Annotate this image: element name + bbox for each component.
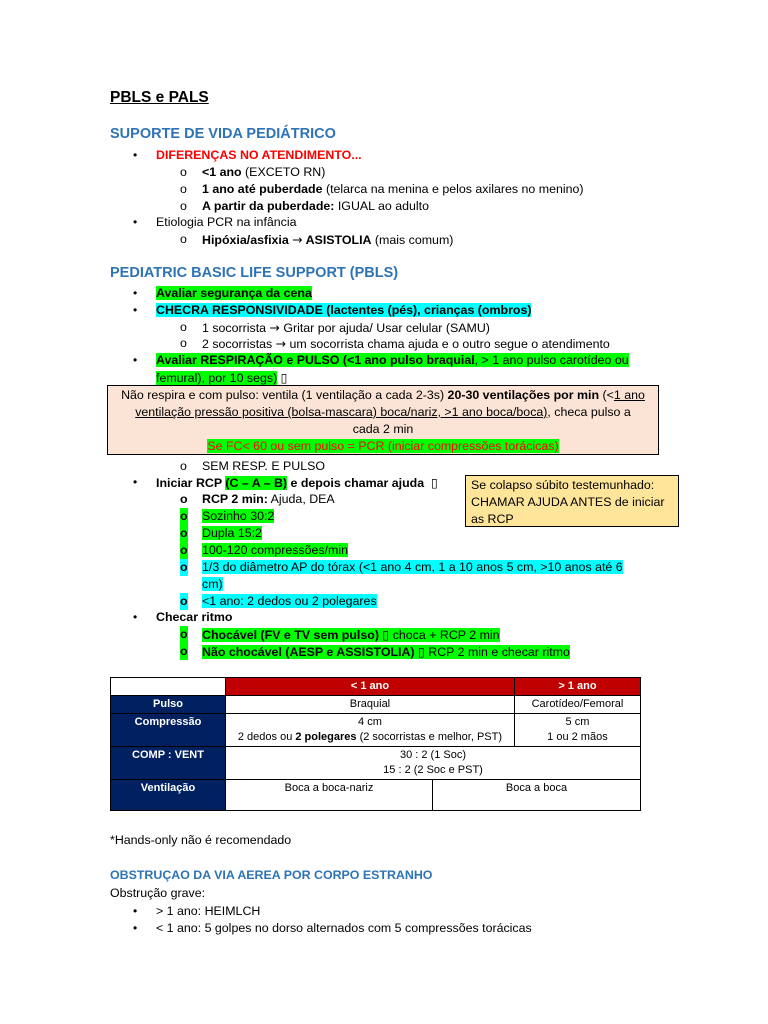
list-item-golpes: < 1 ano: 5 golpes no dorso alternados com 5 compressões torácicas: [156, 921, 532, 935]
text-bold: 2 polegares: [295, 731, 357, 743]
text: Gritar por ajuda/ Usar celular (SAMU): [279, 321, 490, 335]
info-box-line: [112, 404, 654, 421]
list-item-dupla: [202, 525, 262, 542]
text: , checa pulso a: [547, 405, 631, 419]
row-label-ventilacao: Ventilação: [111, 780, 226, 811]
text: (mais comum): [371, 233, 454, 247]
table-corner-cell: [111, 678, 226, 696]
sub-bullet-icon: o: [180, 594, 188, 608]
text-bold: 1 ano até puberdade: [202, 182, 323, 196]
info-box-line: [112, 387, 654, 404]
table-cell: Braquial: [226, 696, 515, 714]
text-underline: ventilação pressão positiva (bolsa-mascara) boca/nariz, >1 ano boca/boca): [135, 405, 548, 419]
sub-bullet-icon: o: [180, 232, 187, 246]
highlight-text: Avaliar segurança da cena: [156, 286, 312, 300]
footnote: *Hands-only não é recomendado: [110, 833, 292, 847]
text: um socorrista chama ajuda e o outro segue o atendimento: [286, 337, 610, 351]
text: RCP 2 min e checar ritmo: [424, 645, 570, 659]
sub-bullet-icon: o: [180, 627, 188, 641]
sub-bullet-icon: o: [180, 644, 188, 658]
list-item-ate-puberdade: [202, 181, 584, 198]
list-item-2-socorristas: [202, 335, 610, 353]
sub-bullet-icon: o: [180, 526, 188, 540]
list-item-heimlich: > 1 ano: HEIMLCH: [156, 904, 261, 918]
highlight-text: femural), por 10 segs): [156, 371, 278, 385]
text: IGUAL ao adulto: [334, 199, 430, 213]
row-label-comp-vent: COMP : VENT: [111, 747, 226, 780]
cell-text: 4 cm: [358, 716, 382, 728]
text-bold: Chocável (FV e TV sem pulso): [202, 628, 379, 642]
table-header-gt1: > 1 ano: [514, 678, 640, 696]
table-cell: Carotídeo/Femoral: [514, 696, 640, 714]
row-label-compressao: Compressão: [111, 714, 226, 747]
page-title: PBLS e PALS: [110, 89, 209, 106]
arrow-right-icon: →: [275, 336, 287, 351]
highlight-text: 1/3 do diâmetro AP do tórax (<1 ano 4 cm, 1 a 10 anos 5 cm, >10 anos até 6: [202, 560, 623, 574]
list-item-rcp-2min: [202, 491, 335, 508]
section-heading-obstrucao: OBSTRUÇAO DA VIA AEREA POR CORPO ESTRANHO: [110, 868, 433, 882]
table-cell: Boca a boca: [433, 780, 641, 811]
text: (2 socorristas e melhor, PST): [356, 731, 503, 743]
list-item-diferencas: DIFERENÇAS NO ATENDIMENTO...: [156, 148, 362, 162]
comparison-table: [110, 677, 641, 811]
bullet-icon: •: [133, 610, 138, 624]
missing-glyph-icon: ▯: [418, 644, 425, 659]
sub-bullet-icon: o: [180, 320, 187, 334]
list-item-diametro: [202, 559, 623, 576]
text: (<: [599, 388, 614, 402]
table-row: [111, 714, 641, 747]
highlight-text: cm): [202, 577, 223, 591]
text-bold: 20-30 ventilações por min: [447, 388, 600, 402]
info-box-ventilacao: [107, 385, 659, 455]
table-cell: Boca a boca-nariz: [226, 780, 433, 811]
row-label-pulso: Pulso: [111, 696, 226, 714]
text-bold: A partir da puberdade:: [202, 199, 335, 213]
cell-text: 5 cm: [565, 716, 590, 728]
list-item-seguranca: [156, 285, 312, 302]
list-item-checar-ritmo: Checar ritmo: [156, 610, 233, 624]
sub-bullet-icon: o: [180, 336, 187, 350]
text: (EXCETO RN): [241, 165, 326, 179]
cell-text: [229, 730, 511, 745]
text: 2 dedos ou: [237, 731, 296, 743]
list-item-hipoxia: [202, 231, 453, 249]
text: choca + RCP 2 min: [389, 628, 500, 642]
highlight-text-red: Se FC< 60 ou sem pulso = PCR (iniciar compressões torácicas): [207, 439, 559, 453]
text-underline: 1 ano: [613, 388, 645, 402]
list-item-compressoes-min: [202, 542, 348, 559]
list-item-puberdade: [202, 198, 429, 215]
subheading-obstrucao-grave: Obstrução grave:: [110, 886, 206, 900]
text: Não respira e com pulso: ventila (1 ventilação a cada 2-3s): [121, 388, 448, 402]
text-bold: <1 ano: [202, 165, 242, 179]
highlight-text: Dupla 15:2: [202, 526, 262, 540]
section-heading-suporte: SUPORTE DE VIDA PEDIÁTRICO: [110, 126, 336, 142]
sub-bullet-icon: o: [180, 509, 188, 523]
sub-bullet-icon: o: [180, 543, 188, 557]
text: 1 socorrista: [202, 321, 267, 335]
bullet-icon: •: [133, 921, 138, 935]
missing-glyph-icon: ▯: [382, 627, 390, 642]
text-bold: Hipóxia/asfixia: [202, 233, 289, 247]
list-item-sem-resp: SEM RESP. E PULSO: [202, 459, 326, 473]
list-item-respiracao-pulso: [156, 352, 629, 369]
bullet-icon: •: [133, 148, 138, 162]
table-cell: [226, 747, 641, 780]
table-row: [111, 696, 641, 714]
sub-bullet-icon: o: [180, 199, 187, 213]
table-header-row: [111, 678, 641, 696]
cell-text: 1 ou 2 mãos: [547, 731, 608, 743]
info-box-line: cada 2 min: [352, 422, 414, 436]
highlight-text: (C – A – B): [225, 476, 288, 490]
text: , > 1 ano pulso carotídeo ou: [474, 353, 629, 367]
arrow-right-icon: →: [269, 320, 280, 335]
highlight-text: Sozinho 30:2: [202, 509, 275, 523]
text-bold: Avaliar RESPIRAÇÃO e PULSO (<1 ano pulso braquial: [156, 353, 475, 367]
cell-text: 15 : 2 (2 Soc e PST): [383, 764, 483, 776]
list-item-etiologia: Etiologia PCR na infância: [156, 215, 297, 229]
list-item-diametro-cont: [202, 576, 223, 593]
text-bold: Não chocável (AESP e ASSISTOLIA): [202, 645, 415, 659]
section-heading-pbls: PEDIATRIC BASIC LIFE SUPPORT (PBLS): [110, 265, 399, 281]
list-item-chocavel: [202, 626, 500, 644]
missing-glyph-icon: ▯: [280, 370, 288, 385]
table-header-lt1: < 1 ano: [226, 678, 515, 696]
text: e depois chamar ajuda: [287, 476, 425, 490]
text-bold: RCP 2 min:: [202, 492, 268, 506]
missing-glyph-icon: ▯: [431, 475, 438, 490]
sub-bullet-icon: o: [180, 459, 187, 473]
bullet-icon: •: [133, 303, 138, 317]
text: 2 socorristas: [202, 337, 273, 351]
list-item-iniciar-rcp: [156, 474, 438, 492]
table-row: [111, 780, 641, 811]
sub-bullet-icon: o: [180, 165, 187, 179]
bullet-icon: •: [133, 286, 138, 300]
list-item-dedos-polegares: [202, 593, 377, 610]
arrow-right-icon: →: [292, 232, 303, 247]
text: Ajuda, DEA: [267, 492, 335, 506]
note-box-colapso: Se colapso súbito testemunhado: CHAMAR AJUDA ANTES de iniciar as RCP: [465, 475, 679, 527]
bullet-icon: •: [133, 215, 138, 229]
cell-text: 30 : 2 (1 Soc): [399, 749, 467, 761]
sub-bullet-icon: o: [180, 182, 187, 196]
list-item-nao-chocavel: [202, 643, 570, 661]
bullet-icon: •: [133, 904, 138, 918]
bullet-icon: •: [133, 353, 138, 367]
text: Iniciar RCP: [156, 476, 226, 490]
highlight-text: <1 ano: 2 dedos ou 2 polegares: [202, 594, 377, 608]
table-cell: [514, 714, 640, 747]
bullet-icon: •: [133, 475, 138, 489]
sub-bullet-icon: o: [180, 492, 188, 506]
table-row: [111, 747, 641, 780]
info-box-line: [112, 438, 654, 455]
list-item-menor-1-ano: [202, 164, 325, 181]
sub-bullet-icon: o: [180, 560, 188, 574]
highlight-text: CHECRA RESPONSIVIDADE (lactentes (pés), crianças (ombros): [156, 303, 532, 317]
highlight-text: 100-120 compressões/min: [202, 543, 349, 557]
list-item-sozinho: [202, 508, 274, 525]
text: (telarca na menina e pelos axilares no menino): [322, 182, 584, 196]
table-cell: [226, 714, 515, 747]
text-bold: ASISTOLIA: [302, 233, 372, 247]
list-item-responsividade: [156, 302, 531, 319]
